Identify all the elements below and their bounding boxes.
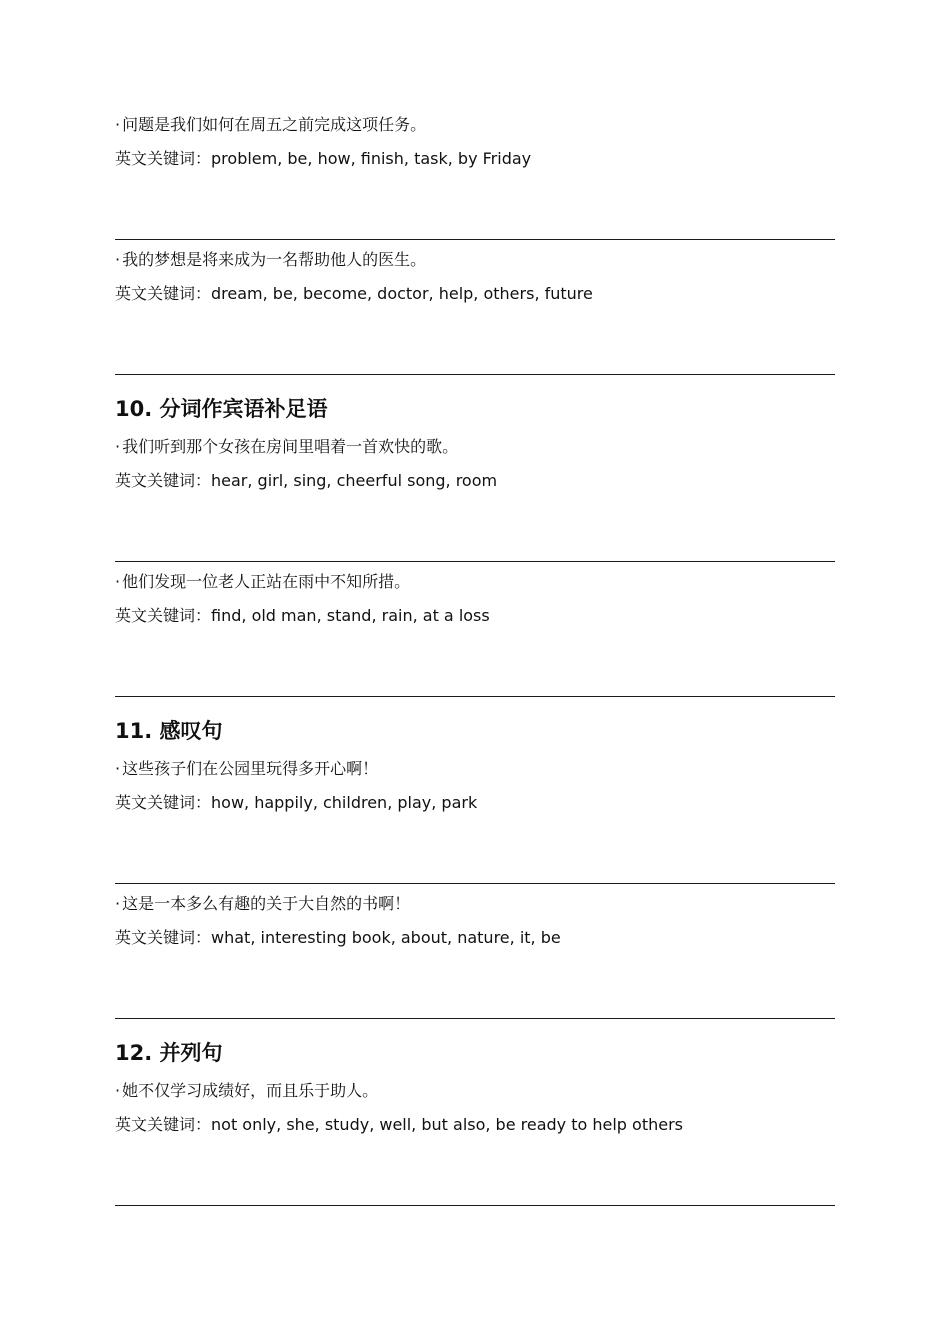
keyword-label: 英文关键词：	[115, 284, 212, 303]
bullet: ·	[115, 894, 121, 913]
keyword-line	[115, 148, 531, 170]
exercise-item	[115, 571, 490, 627]
bullet: ·	[115, 759, 121, 778]
chinese-sentence	[115, 436, 497, 458]
keyword-label: 英文关键词：	[115, 793, 212, 812]
keyword-label: 英文关键词：	[115, 928, 212, 947]
bullet: ·	[115, 115, 121, 134]
sentence-text: 我的梦想是将来成为一名帮助他人的医生。	[122, 250, 427, 269]
keyword-text: what, interesting book, about, nature, it, be	[211, 928, 561, 947]
keyword-label: 英文关键词：	[115, 1115, 212, 1134]
exercise-item	[115, 436, 497, 492]
answer-line	[115, 239, 835, 240]
chinese-sentence	[115, 571, 490, 593]
sentence-text: 她不仅学习成绩好，而且乐于助人。	[122, 1081, 379, 1100]
sentence-text: 我们听到那个女孩在房间里唱着一首欢快的歌。	[122, 437, 459, 456]
keyword-text: hear, girl, sing, cheerful song, room	[211, 471, 498, 490]
chinese-sentence	[115, 249, 593, 271]
keyword-line	[115, 1114, 683, 1136]
keyword-text: dream, be, become, doctor, help, others, future	[211, 284, 593, 303]
answer-line	[115, 696, 835, 697]
sentence-text: 他们发现一位老人正站在雨中不知所措。	[122, 572, 411, 591]
keyword-text: how, happily, children, play, park	[211, 793, 478, 812]
exercise-item	[115, 1080, 683, 1136]
keyword-text: not only, she, study, well, but also, be ready to help others	[211, 1115, 684, 1134]
keyword-line	[115, 792, 477, 814]
sentence-text: 问题是我们如何在周五之前完成这项任务。	[122, 115, 427, 134]
exercise-item	[115, 893, 561, 949]
keyword-label: 英文关键词：	[115, 606, 212, 625]
answer-line	[115, 1205, 835, 1206]
keyword-line	[115, 927, 561, 949]
exercise-item	[115, 249, 593, 305]
bullet: ·	[115, 572, 121, 591]
sentence-text: 这些孩子们在公园里玩得多开心啊！	[122, 759, 379, 778]
section-heading: 11. 感叹句	[115, 719, 223, 743]
chinese-sentence	[115, 114, 531, 136]
keyword-line	[115, 605, 490, 627]
chinese-sentence	[115, 758, 477, 780]
answer-line	[115, 1018, 835, 1019]
exercise-item	[115, 758, 477, 814]
keyword-text: find, old man, stand, rain, at a loss	[211, 606, 490, 625]
section-heading: 12. 并列句	[115, 1041, 223, 1065]
exercise-item	[115, 114, 531, 170]
chinese-sentence	[115, 893, 561, 915]
answer-line	[115, 883, 835, 884]
answer-line	[115, 374, 835, 375]
bullet: ·	[115, 1081, 121, 1100]
keyword-text: problem, be, how, finish, task, by Friday	[211, 149, 532, 168]
bullet: ·	[115, 437, 121, 456]
bullet: ·	[115, 250, 121, 269]
section-heading: 10. 分词作宾语补足语	[115, 397, 328, 421]
answer-line	[115, 561, 835, 562]
keyword-line	[115, 283, 593, 305]
keyword-label: 英文关键词：	[115, 149, 212, 168]
chinese-sentence	[115, 1080, 683, 1102]
keyword-line	[115, 470, 497, 492]
keyword-label: 英文关键词：	[115, 471, 212, 490]
sentence-text: 这是一本多么有趣的关于大自然的书啊！	[122, 894, 411, 913]
